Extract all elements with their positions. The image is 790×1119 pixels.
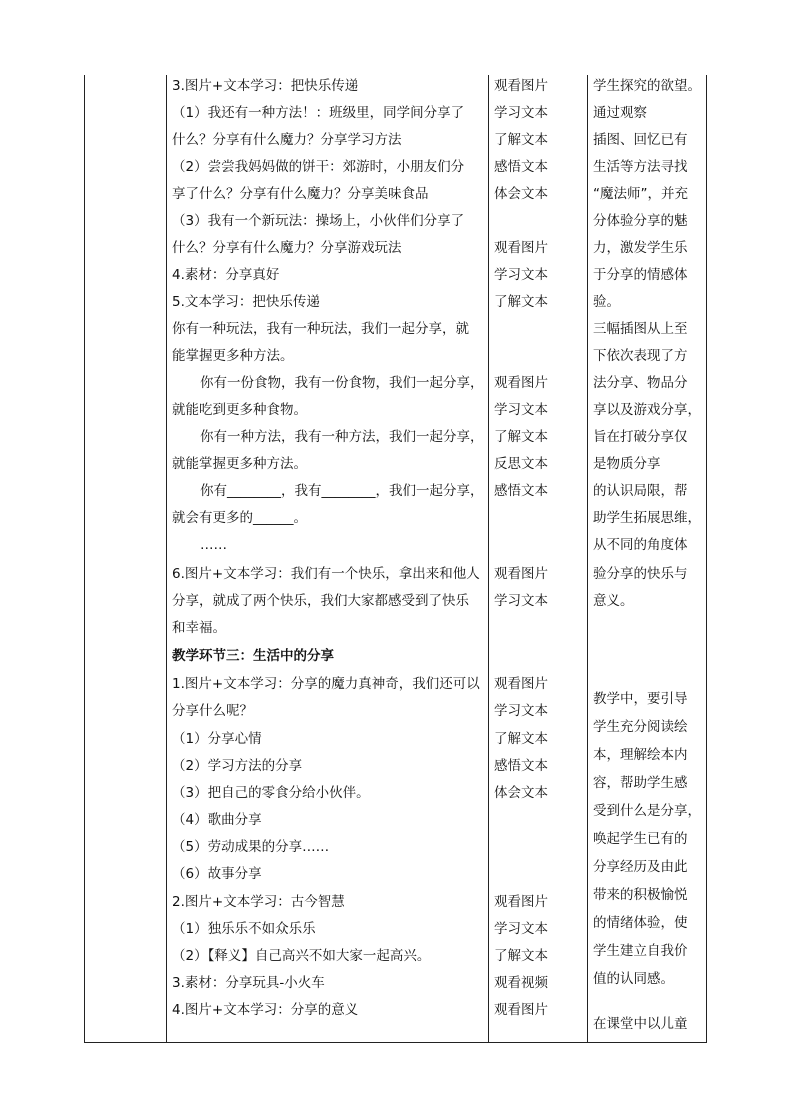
text-line: 4.素材：分享真好: [172, 267, 280, 283]
text-line: 于分享的情感体: [593, 267, 688, 283]
text-line: 感悟文本: [494, 159, 548, 175]
text-line: 容，帮助学生感: [593, 775, 688, 791]
text-line: 2.图片+文本学习：古今智慧: [172, 894, 345, 910]
text-line: 下依次表现了方: [593, 348, 688, 364]
text-line: 学生充分阅读绘: [593, 719, 688, 735]
text-line: 验分享的快乐与: [593, 566, 688, 582]
text-line: 意义。: [593, 593, 634, 609]
text-line: （1）我还有一种方法！：班级里，同学间分享了: [172, 105, 465, 121]
text-line: 是物质分享: [593, 456, 661, 472]
text-line: 学习文本: [494, 921, 548, 937]
text-line: （2）尝尝我妈妈做的饼干：郊游时，小朋友们分: [172, 159, 465, 175]
text-line: 学习文本: [494, 105, 548, 121]
text-line: “魔法师”，并充: [593, 186, 688, 202]
text-line: 本，理解绘本内: [593, 747, 688, 763]
text-line: 6.图片+文本学习：我们有一个快乐，拿出来和他人: [172, 566, 480, 582]
text-line: 感悟文本: [494, 758, 548, 774]
text-line: 带来的积极愉悦: [593, 887, 688, 903]
text-line: 分享经历及由此: [593, 859, 688, 875]
text-line: 能掌握更多种方法。: [172, 348, 294, 364]
text-line: 3.图片+文本学习：把快乐传递: [172, 78, 359, 94]
text-line: 旨在打破分享仅: [593, 429, 688, 445]
text-line: 了解文本: [494, 429, 548, 445]
text-line: 反思文本: [494, 456, 548, 472]
text-line: 4.图片+文本学习：分享的意义: [172, 1002, 359, 1018]
text-line: 学习文本: [494, 267, 548, 283]
text-line: 体会文本: [494, 186, 548, 202]
text-line: （3）我有一个新玩法：操场上，小伙伴们分享了: [172, 213, 465, 229]
text-line: 了解文本: [494, 132, 548, 148]
text-line: 通过观察: [593, 105, 647, 121]
text-line: 你有一份食物，我有一份食物，我们一起分享，: [200, 375, 484, 391]
text-line: 助学生拓展思维，: [593, 510, 701, 526]
text-line: ……: [200, 537, 227, 553]
text-line: 体会文本: [494, 785, 548, 801]
text-line: （6）故事分享: [172, 866, 262, 882]
text-line: 从不同的角度体: [593, 537, 688, 553]
text-line: （1）分享心情: [172, 731, 262, 747]
text-line: 你有________，我有________，我们一起分享，: [200, 483, 484, 499]
text-line: 学习文本: [494, 703, 548, 719]
text-line: 什么？分享有什么魔力？分享游戏玩法: [172, 240, 402, 256]
text-line: 分享什么呢？: [172, 703, 253, 719]
text-line: 教学环节三：生活中的分享: [172, 648, 334, 664]
text-line: 学生探究的欲望。: [593, 78, 701, 94]
text-line: 生活等方法寻找: [593, 159, 688, 175]
text-line: （1）独乐乐不如众乐乐: [172, 921, 316, 937]
text-line: 了解文本: [494, 731, 548, 747]
text-line: 了解文本: [494, 294, 548, 310]
text-line: （4）歌曲分享: [172, 812, 262, 828]
text-line: 学生建立自我价: [593, 943, 688, 959]
text-line: 值的认同感。: [593, 971, 674, 987]
text-line: 教学中，要引导: [593, 691, 688, 707]
text-line: 在课堂中以儿童: [593, 1016, 688, 1032]
text-line: 你有一种玩法，我有一种玩法，我们一起分享，就: [172, 321, 469, 337]
text-line: 观看图片: [494, 375, 548, 391]
text-line: 的认识局限，帮: [593, 483, 688, 499]
text-line: 享了什么？分享有什么魔力？分享美味食品: [172, 186, 429, 202]
text-line: 5.文本学习：把快乐传递: [172, 294, 320, 310]
table-divider-1: [166, 75, 167, 1043]
text-line: 观看视频: [494, 975, 548, 991]
text-line: 分体验分享的魅: [593, 213, 688, 229]
table-border-right: [706, 75, 707, 1043]
table-divider-2: [488, 75, 489, 1043]
text-line: 和幸福。: [172, 620, 226, 636]
text-line: 观看图片: [494, 1002, 548, 1018]
text-line: 观看图片: [494, 676, 548, 692]
text-line: 3.素材：分享玩具-小火车: [172, 975, 325, 991]
text-line: 观看图片: [494, 566, 548, 582]
text-line: 就能吃到更多种食物。: [172, 402, 307, 418]
text-line: 了解文本: [494, 948, 548, 964]
text-line: 验。: [593, 294, 620, 310]
text-line: 观看图片: [494, 78, 548, 94]
text-line: 你有一种方法，我有一种方法，我们一起分享，: [200, 429, 484, 445]
text-line: 就能掌握更多种方法。: [172, 456, 307, 472]
text-line: （2）学习方法的分享: [172, 758, 303, 774]
text-line: 享以及游戏分享，: [593, 402, 701, 418]
text-line: 三幅插图从上至: [593, 321, 688, 337]
text-line: 的情绪体验，使: [593, 915, 688, 931]
table-divider-3: [587, 75, 588, 1043]
text-line: 什么？分享有什么魔力？分享学习方法: [172, 132, 402, 148]
table-border-left: [84, 75, 85, 1043]
text-line: 学习文本: [494, 593, 548, 609]
text-line: （2）【释义】自己高兴不如大家一起高兴。: [172, 948, 431, 964]
text-line: （5）劳动成果的分享……: [172, 839, 330, 855]
text-line: 感悟文本: [494, 483, 548, 499]
text-line: 受到什么是分享，: [593, 803, 701, 819]
text-line: 就会有更多的______。: [172, 510, 307, 526]
text-line: 力，激发学生乐: [593, 240, 688, 256]
table-border-bottom: [84, 1042, 707, 1043]
text-line: 插图、回忆已有: [593, 132, 688, 148]
text-line: 分享，就成了两个快乐，我们大家都感受到了快乐: [172, 593, 469, 609]
text-line: 学习文本: [494, 402, 548, 418]
text-line: 1.图片+文本学习：分享的魔力真神奇，我们还可以: [172, 676, 480, 692]
text-line: （3）把自己的零食分给小伙伴。: [172, 785, 370, 801]
text-line: 观看图片: [494, 240, 548, 256]
text-line: 法分享、物品分: [593, 375, 688, 391]
text-line: 唤起学生已有的: [593, 831, 688, 847]
text-line: 观看图片: [494, 894, 548, 910]
